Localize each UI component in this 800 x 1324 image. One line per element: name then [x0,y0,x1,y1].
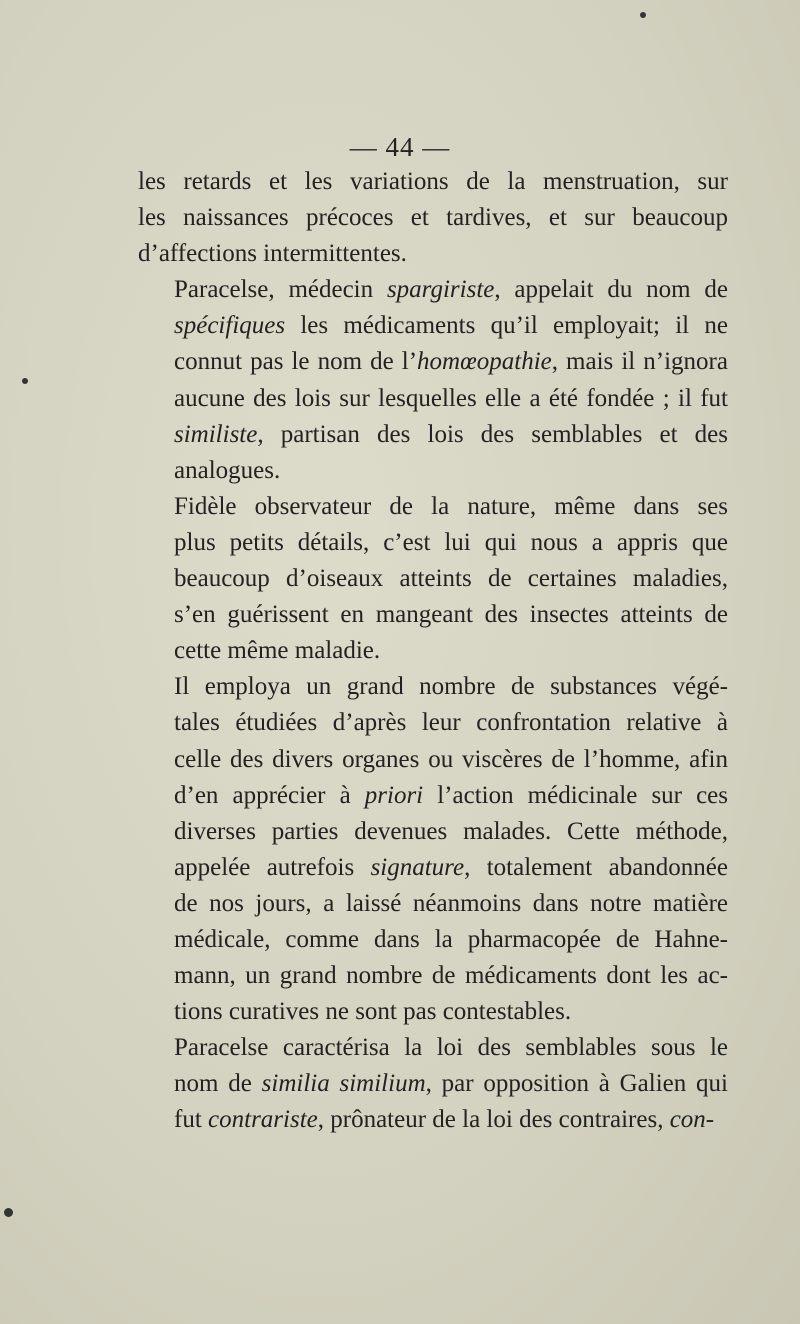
text-line: fut contrariste, prônateur de la loi des contraires, con- [174,1106,715,1134]
text-line: aucune des lois sur lesquelles elle a été fondée ; il fut [174,384,728,412]
italic-term: con- [669,1106,715,1134]
text-line: d’affections intermittentes. [138,240,407,268]
italic-term: contrariste [208,1106,318,1134]
text-line: Paracelse, médecin spargiriste, appelait du nom de [174,276,728,304]
paragraph [138,272,728,489]
paragraph [138,489,728,669]
italic-term: homœopathie [417,348,552,376]
ink-speck [640,12,646,18]
paragraph [138,164,728,272]
text-line: diverses parties devenues malades. Cette méthode, [174,817,728,845]
ink-speck [4,1208,13,1217]
text-line: les naissances précoces et tardives, et sur beaucoup [138,204,728,232]
text-line: analogues. [174,456,281,484]
italic-term: similia similium [261,1070,426,1098]
text-line: les retards et les variations de la menstruation, sur [138,168,728,195]
text-line: Paracelse caractérisa la loi des semblables sous le [174,1034,728,1062]
body-text [138,164,728,1139]
text-line: celle des divers organes ou viscères de l’homme, afin [174,745,728,773]
text-line: spécifiques les médicaments qu’il employait; il ne [174,312,728,340]
paragraph [138,1030,728,1138]
text-line: de nos jours, a laissé néanmoins dans notre matière [174,889,728,917]
text-line: mann, un grand nombre de médicaments dont les ac- [174,962,728,990]
text-line: cette même maladie. [174,637,381,665]
italic-term: priori [364,781,424,809]
page-number: — 44 — [349,132,451,162]
italic-term: similiste [174,420,258,448]
text-line: nom de similia similium, par opposition à Galien qui [174,1070,729,1098]
italic-term: spargiriste [386,276,495,304]
text-line: s’en guérissent en mangeant des insectes atteints de [174,601,728,629]
text-line: plus petits détails, c’est lui qui nous a appris que [174,528,728,556]
text-line: Fidèle observateur de la nature, même dans ses [174,492,728,520]
text-line: beaucoup d’oiseaux atteints de certaines maladies, [174,565,728,593]
italic-term: spécifiques [174,312,286,340]
italic-term: signature [370,853,465,881]
text-line: tales étudiées d’après leur confrontation relative à [174,709,728,737]
text-line: d’en apprécier à priori l’action médicinale sur ces [174,781,729,809]
paragraph [138,669,728,1030]
text-line: tions curatives ne sont pas contestables. [174,998,572,1026]
text-line: connut pas le nom de l’homœopathie, mais il n’ignora [174,348,728,376]
ink-speck [22,378,28,384]
text-line: médicale, comme dans la pharmacopée de Hahne- [174,925,728,953]
text-line: appelée autrefois signature, totalement abandonnée [174,853,729,881]
text-line: similiste, partisan des lois des semblables et des [174,420,728,448]
text-line: Il employa un grand nombre de substances végé- [174,673,728,701]
